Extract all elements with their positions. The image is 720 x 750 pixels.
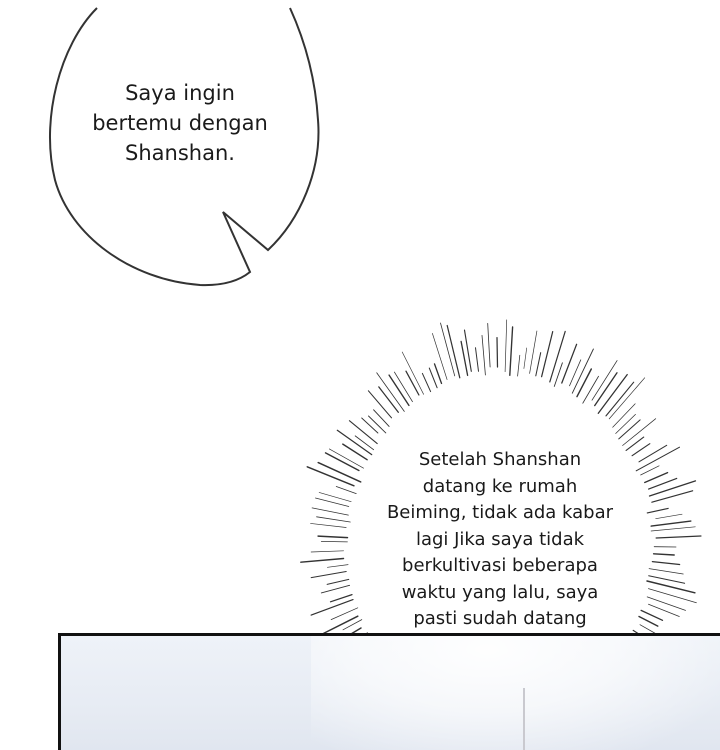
burst-stroke [645,473,668,483]
burst-stroke [321,585,349,593]
burst-stroke [656,514,682,519]
burst-stroke [649,478,677,489]
burst-stroke [317,517,351,522]
burst-stroke [318,463,361,482]
burst-stroke [570,360,581,386]
burst-stroke [647,508,668,513]
burst-stroke [461,341,468,375]
burst-stroke [362,418,378,433]
burst-stroke [429,368,437,388]
burst-stroke [476,348,479,372]
burst-stroke [482,335,485,375]
burst-stroke [301,559,344,563]
burst-stroke [651,521,691,526]
burst-stroke [606,382,634,416]
burst-stroke [616,414,636,433]
burst-stroke [402,352,423,394]
burst-stroke [518,355,520,376]
burst-stroke [311,572,346,578]
burst-stroke [327,565,348,568]
burst-stroke [654,554,675,555]
burst-stroke [312,508,348,515]
burst-stroke [488,323,490,367]
burst-stroke [562,344,577,383]
burst-stroke [656,536,701,538]
burst-stroke [505,320,507,372]
burst-stroke [623,419,656,446]
burst-stroke [329,449,363,468]
burst-stroke [510,327,513,375]
burst-stroke [536,353,541,376]
burst-stroke [613,404,636,428]
burst-stroke [369,416,386,433]
burst-stroke [639,617,658,627]
burst-stroke [524,348,527,369]
burst-stroke [368,391,391,418]
speech-bubble-text: Saya ingin bertemu dengan Shanshan. [92,81,268,165]
burst-stroke [435,364,442,384]
burst-stroke [550,331,565,382]
burst-stroke [343,444,367,460]
burst-stroke [542,332,553,377]
burst-stroke [651,527,695,531]
burst-stroke [327,579,349,584]
burst-stroke [321,541,347,542]
burst-stroke [343,620,362,630]
burst-stroke [649,604,680,616]
burst-stroke [422,373,430,391]
burst-stroke [530,331,537,373]
burst-stroke [647,597,685,611]
burst-stroke [406,371,419,395]
burst-stroke [619,420,640,439]
burst-stroke [311,523,347,527]
next-panel-sky [58,633,720,750]
burst-stroke [497,338,498,367]
panel-pole [523,688,525,750]
burst-stroke [311,551,344,552]
panel-haze [311,636,720,750]
burst-stroke [336,487,356,494]
burst-stroke [318,536,347,538]
burst-stroke [649,569,683,574]
burst-stroke [652,491,693,502]
burst-stroke [349,421,377,444]
burst-stroke [650,481,696,496]
thought-bubble-text: Setelah Shanshan datang ke rumah Beiming, tidak ada kabar lagi Jika saya tidak berkultivasi beberapa waktu yang lalu, saya pasti sudah datang [386,449,614,629]
burst-stroke [647,581,695,593]
burst-stroke [652,562,679,565]
